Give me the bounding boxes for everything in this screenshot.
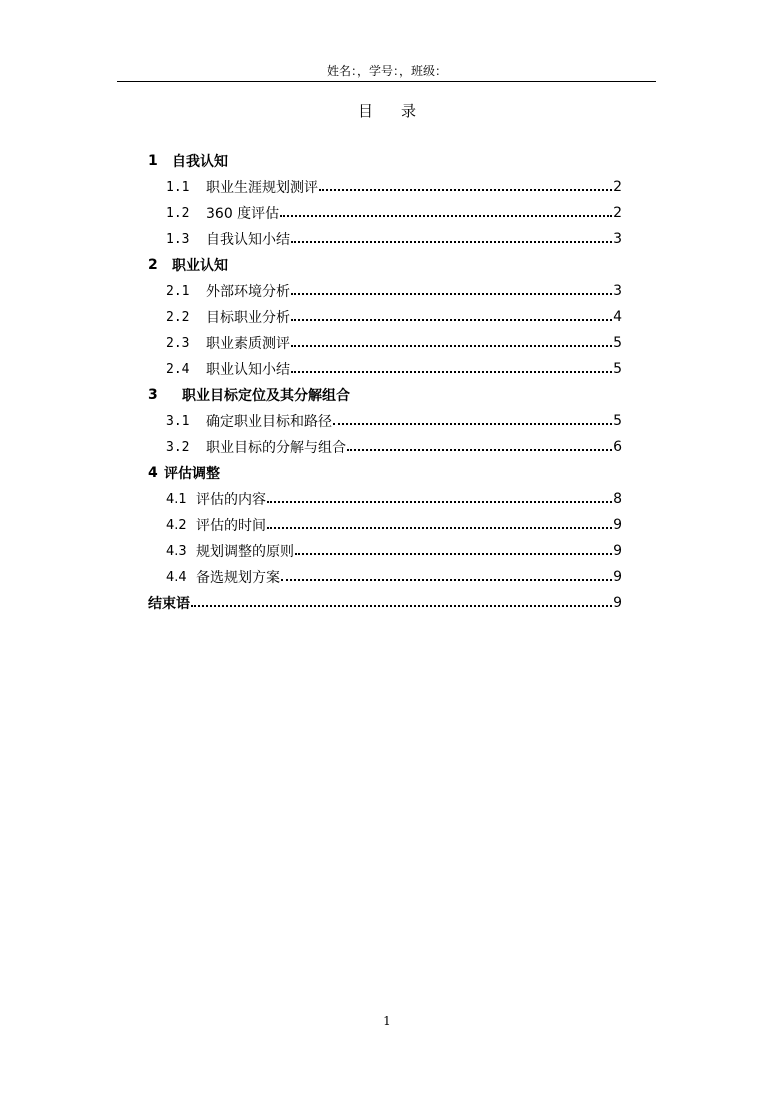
toc-entry-title: 职业认知	[172, 258, 228, 274]
toc-entry-number: 2	[148, 257, 158, 273]
toc-entry[interactable]	[148, 590, 622, 616]
toc-entry-title: 备选规划方案	[196, 570, 280, 586]
toc-entry-page: 9	[613, 543, 622, 559]
toc-entry[interactable]	[148, 356, 622, 382]
toc-entry[interactable]	[148, 278, 622, 304]
page-number: 1	[383, 1014, 391, 1028]
toc-entry-title: 职业目标的分解与组合	[206, 440, 346, 456]
dot-leader	[295, 552, 612, 555]
toc-entry-number: 3	[148, 387, 158, 403]
toc-entry-number: 4	[148, 465, 158, 481]
toc-entry[interactable]	[148, 330, 622, 356]
toc-title: 目录	[357, 102, 444, 120]
dot-leader	[267, 500, 612, 503]
toc-entry-number: 1.1	[166, 179, 190, 195]
toc-entry-number: 1.2	[166, 205, 190, 221]
toc-entry-number: 4.3	[166, 543, 187, 559]
dot-leader	[291, 344, 612, 347]
dot-leader	[280, 214, 612, 217]
toc-entry-page: 5	[613, 335, 622, 351]
toc-entry-number: 1	[148, 153, 158, 169]
toc-entry[interactable]	[148, 564, 622, 590]
dot-leader	[291, 292, 612, 295]
dot-leader	[291, 370, 612, 373]
toc-entry-page: 3	[613, 283, 622, 299]
dot-leader	[291, 318, 612, 321]
toc-entry-page: 6	[613, 439, 622, 455]
dot-leader	[267, 526, 612, 529]
toc-entry-number: 2.2	[166, 309, 190, 325]
dot-leader	[281, 578, 612, 581]
toc-entry-title: 职业素质测评	[206, 336, 290, 352]
toc-entry-number: 4.2	[166, 517, 187, 533]
toc-entry-page: 9	[613, 595, 622, 611]
toc-entry-number: 2.3	[166, 335, 190, 351]
toc-entry[interactable]	[148, 226, 622, 252]
dot-leader	[333, 422, 612, 425]
dot-leader	[191, 604, 612, 607]
toc-entry-title: 360 度评估	[206, 206, 280, 222]
toc-entry[interactable]	[148, 512, 622, 538]
toc-entry[interactable]	[148, 460, 622, 486]
toc-entry-title: 职业目标定位及其分解组合	[182, 388, 350, 404]
toc-entry[interactable]	[148, 304, 622, 330]
dot-leader	[319, 188, 612, 191]
toc-entry-page: 5	[613, 413, 622, 429]
toc-entry-number: 3.2	[166, 439, 190, 455]
toc-entry-page: 9	[613, 517, 622, 533]
toc-entry-title: 职业生涯规划测评	[206, 180, 318, 196]
toc-entry-title: 职业认知小结	[206, 362, 290, 378]
dot-leader	[291, 240, 612, 243]
toc-entry-title: 评估的内容	[196, 492, 266, 508]
toc-entry[interactable]	[148, 200, 622, 226]
page-header: 姓名：，学号：，班级：	[326, 64, 447, 78]
toc-entry-page: 2	[613, 205, 622, 221]
toc-entry[interactable]	[148, 174, 622, 200]
toc-entry-page: 9	[613, 569, 622, 585]
header-divider	[117, 81, 656, 82]
toc-entry-number: 4.4	[166, 569, 187, 585]
toc-entry-page: 2	[613, 179, 622, 195]
toc-entry-title: 规划调整的原则	[196, 544, 294, 560]
toc-entry-title: 外部环境分析	[206, 284, 290, 300]
toc-entry[interactable]	[148, 252, 622, 278]
toc-entry-number: 4.1	[166, 491, 187, 507]
toc-entry[interactable]	[148, 486, 622, 512]
toc-entry[interactable]	[148, 148, 622, 174]
toc-entry[interactable]	[148, 408, 622, 434]
toc-entry-page: 8	[613, 491, 622, 507]
toc-entry-title: 确定职业目标和路径	[206, 414, 332, 430]
toc-entry-title: 自我认知	[172, 154, 228, 170]
table-of-contents	[148, 148, 622, 616]
toc-entry-number: 1.3	[166, 231, 190, 247]
toc-entry-title: 目标职业分析	[206, 310, 290, 326]
toc-entry-number: 2.1	[166, 283, 190, 299]
toc-entry-title: 评估调整	[164, 466, 220, 482]
toc-entry[interactable]	[148, 538, 622, 564]
toc-entry-title: 自我认知小结	[206, 232, 290, 248]
toc-entry-title: 结束语	[148, 596, 190, 612]
toc-entry-page: 3	[613, 231, 622, 247]
toc-entry-number: 2.4	[166, 361, 190, 377]
toc-entry-page: 5	[613, 361, 622, 377]
toc-entry-number: 3.1	[166, 413, 190, 429]
toc-entry-page: 4	[613, 309, 622, 325]
toc-entry[interactable]	[148, 382, 622, 408]
dot-leader	[347, 448, 612, 451]
toc-entry-title: 评估的时间	[196, 518, 266, 534]
toc-entry[interactable]	[148, 434, 622, 460]
